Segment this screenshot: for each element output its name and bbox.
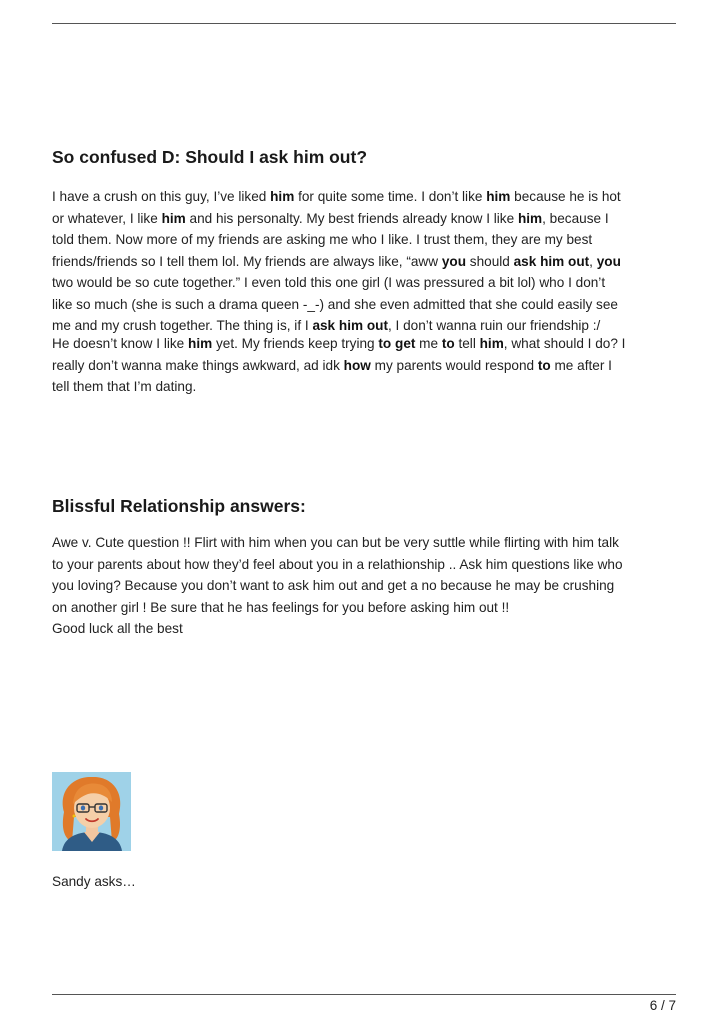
bold-keyword: to bbox=[537, 357, 551, 373]
paragraph-line bbox=[52, 251, 682, 273]
bold-keyword: him bbox=[270, 189, 295, 204]
bold-keyword: him bbox=[486, 189, 511, 204]
text-run: tell them that I’m dating. bbox=[52, 379, 197, 394]
text-run: told them. Now more of my friends are asking me who I like. I trust them, they are my best bbox=[52, 232, 593, 247]
paragraph-line bbox=[52, 229, 682, 251]
bold-keyword: him bbox=[161, 210, 186, 226]
bold-keyword: him bbox=[188, 336, 213, 351]
text-run: He doesn’t know I like bbox=[52, 336, 189, 351]
text-run: for quite some time. I don’t like bbox=[294, 189, 487, 204]
text-run: or whatever, I like bbox=[52, 210, 162, 226]
bold-keyword: you bbox=[441, 253, 466, 269]
bold-keyword: to get bbox=[378, 336, 416, 351]
text-run: my parents would respond bbox=[370, 357, 538, 373]
footer-rule bbox=[52, 994, 676, 995]
answer-line: to your parents about how they’d feel about you in a relathionship .. Ask him questions like who bbox=[52, 556, 623, 572]
bold-keyword: you bbox=[596, 253, 621, 269]
text-run: , because I bbox=[542, 210, 609, 226]
text-run: me bbox=[415, 336, 442, 351]
text-run: yet. My friends keep trying bbox=[212, 336, 379, 351]
bold-keyword: to bbox=[441, 336, 455, 351]
paragraph-line bbox=[52, 355, 682, 377]
text-run: two would be so cute together.” I even told this one girl (I was pressured a bit lol) who I don’t bbox=[52, 275, 606, 290]
answer-line: you loving? Because you don’t want to ask him out and get a no because he may be crushing bbox=[52, 578, 615, 593]
bold-keyword: him bbox=[517, 210, 543, 226]
text-run: because he is hot bbox=[510, 189, 621, 204]
text-run: tell bbox=[454, 336, 480, 351]
text-run: , bbox=[589, 253, 597, 269]
answer-line: on another girl ! Be sure that he has feelings for you before asking him out !! bbox=[52, 599, 510, 615]
bold-keyword: how bbox=[343, 357, 371, 373]
text-run: should bbox=[466, 253, 514, 269]
text-run: me after I bbox=[550, 357, 612, 373]
paragraph-line bbox=[52, 376, 682, 398]
text-run: I have a crush on this guy, I’ve liked bbox=[52, 189, 271, 204]
question-paragraph-2 bbox=[52, 333, 682, 398]
answer-paragraph bbox=[52, 532, 682, 640]
question-title: So confused D: Should I ask him out? bbox=[52, 147, 368, 167]
text-run: really don’t wanna make things awkward, ad idk bbox=[52, 357, 344, 373]
bold-keyword: ask him out bbox=[312, 318, 388, 333]
bold-keyword: him bbox=[479, 336, 504, 351]
page-number: 6 / 7 bbox=[649, 998, 676, 1013]
paragraph-line bbox=[52, 186, 682, 208]
asker-label: Sandy asks… bbox=[52, 874, 136, 889]
answer-title: Blissful Relationship answers: bbox=[52, 496, 306, 516]
text-run: me and my crush together. The thing is, if I bbox=[52, 318, 313, 333]
paragraph-line bbox=[52, 272, 682, 294]
question-paragraph-1 bbox=[52, 186, 682, 337]
text-run: , what should I do? I bbox=[503, 336, 626, 351]
paragraph-line bbox=[52, 333, 682, 355]
text-run: , I don’t wanna ruin our friendship :/ bbox=[387, 318, 601, 333]
header-rule bbox=[52, 23, 676, 24]
answer-line: Good luck all the best bbox=[52, 621, 183, 636]
answer-line: Awe v. Cute question !! Flirt with him when you can but be very suttle while flirting with him talk bbox=[52, 535, 619, 550]
text-run: friends/friends so I tell them lol. My friends are always like, “aww bbox=[52, 253, 442, 269]
cartoon-woman-avatar-icon bbox=[52, 772, 131, 851]
text-run: like so much (she is such a drama queen -_-) and she even admitted that she could easily see bbox=[52, 296, 618, 312]
paragraph-line bbox=[52, 294, 682, 316]
text-run: and his personalty. My best friends already know I like bbox=[185, 210, 518, 226]
bold-keyword: ask him out bbox=[513, 253, 590, 269]
paragraph-line bbox=[52, 208, 682, 230]
